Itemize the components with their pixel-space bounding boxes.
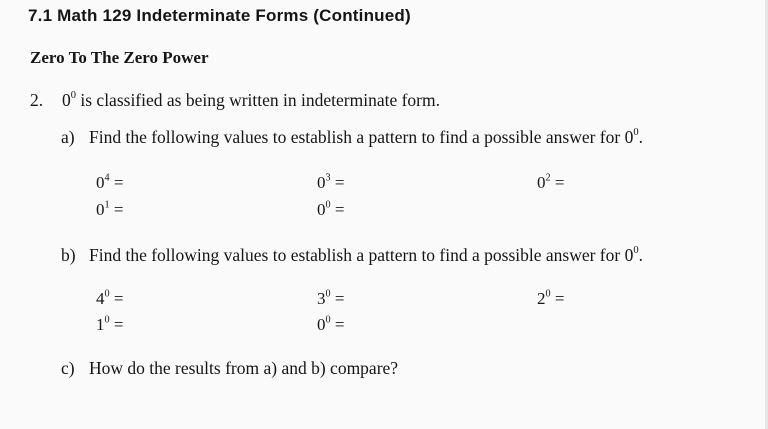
part-b-eq-5: $0^0$ = [317,314,345,334]
problem-number: 2. [30,90,44,110]
part-b-period: . [638,245,643,265]
problem-statement [62,90,440,111]
statement-exponent: 0 [70,90,76,102]
part-b-prompt-text: Find the following values to establish a pattern to find a possible answer for [89,245,625,265]
section-subtitle: Zero To The Zero Power [30,48,209,67]
page-title: 7.1 Math 129 Indeterminate Forms (Continued) [28,6,411,25]
part-a-base: 0 [624,127,634,147]
part-a-eq-3: $0^2$ = [537,172,565,192]
part-a-exponent: 0 [633,127,639,139]
part-b-prompt [89,245,643,266]
part-a-prompt-text: Find the following values to establish a pattern to find a possible answer for [89,127,625,147]
part-a-eq-4: $0^1$ = [96,199,124,219]
part-b-eq-3: $2^0$ = [537,288,565,308]
part-b-label: b) [61,245,76,265]
part-b-eq-2: $3^0$ = [317,288,345,308]
part-a-label: a) [61,127,75,147]
part-b-exponent: 0 [633,245,639,257]
part-b-eq-1: $4^0$ = [96,288,124,308]
part-b-eq-4: $1^0$ = [96,314,124,334]
part-c-prompt: How do the results from a) and b) compare? [89,358,399,378]
part-a-eq-5: $0^0$ = [317,199,345,219]
part-a-prompt [89,127,643,148]
part-b-base: 0 [624,245,634,265]
statement-base: 0 [62,90,71,110]
part-a-eq-2: $0^3$ = [317,172,345,192]
statement-text: is classified as being written in indeterminate form. [76,90,440,110]
part-c-label: c) [61,358,75,378]
part-a-period: . [638,127,643,147]
part-a-eq-1: $0^4$ = [96,172,124,192]
